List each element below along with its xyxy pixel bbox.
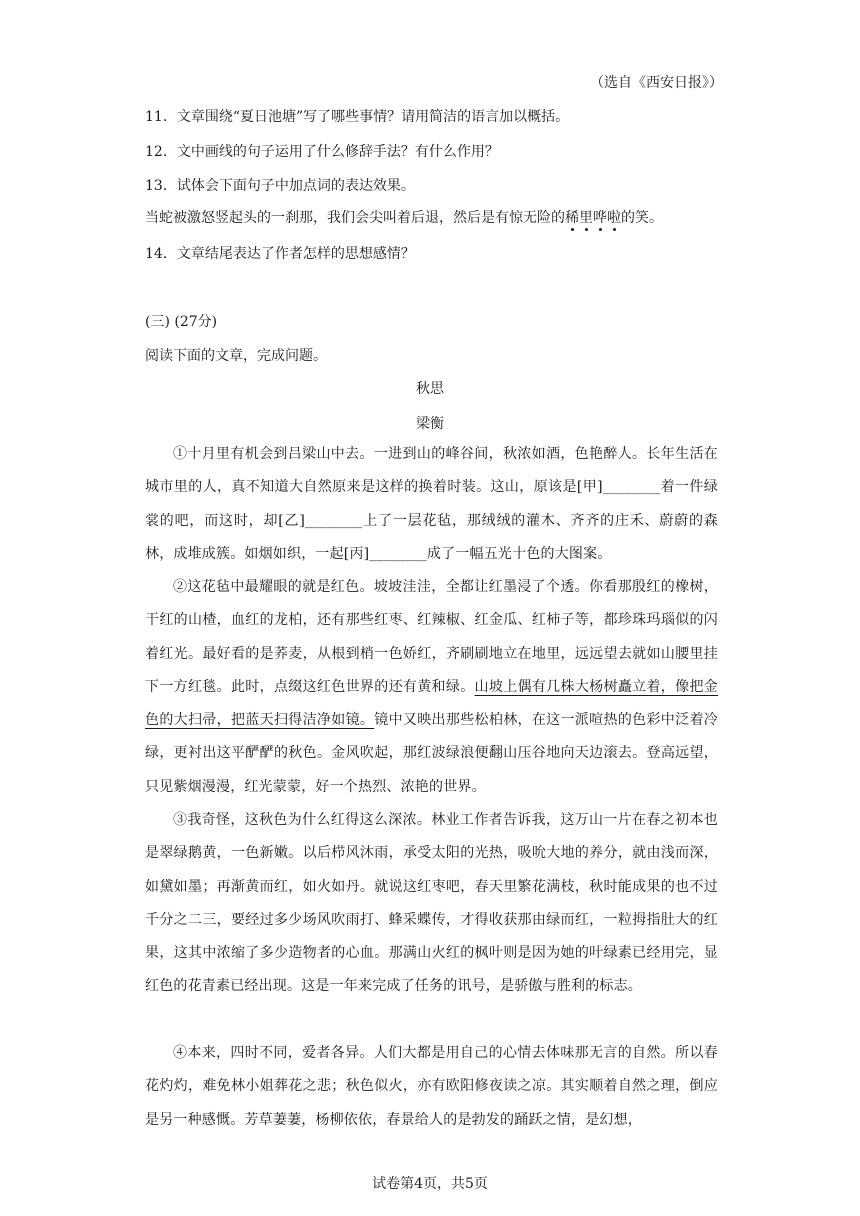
question-12: 12．文中画线的句子运用了什么修辞手法？有什么作用？: [145, 144, 499, 160]
underlined-sentence: 山坡上偶有几株大杨树矗立着，像把金色的大扫帚，把蓝天扫得洁净如镜。: [145, 678, 718, 729]
q13-sentence-after: 的笑。: [621, 210, 663, 226]
paragraph-2-text-after: 镜中又映出那些松柏林，在这一派喧热的色彩中泛着冷绿，更衬出这平酽酽的秋色。金风吹起，那红波绿浪便翻山压谷地向天边滚去。登高远望，只见紫烟漫漫，红光蒙蒙，好一个热烈、浓艳的世界。: [145, 712, 718, 795]
question-13: 13．试体会下面句子中加点词的表达效果。: [145, 178, 415, 194]
article-author: 梁衡: [416, 416, 444, 432]
dotted-char-2: 里: [579, 207, 593, 227]
question-13-sentence: [145, 207, 663, 227]
section-heading: (三) (27分): [145, 314, 218, 330]
dotted-char-3: 哗: [593, 207, 607, 227]
dotted-char-1: 稀: [565, 207, 579, 227]
section-instruction: 阅读下面的文章，完成问题。: [145, 348, 327, 364]
paragraph-3: ③我奇怪，这秋色为什么红得这么深浓。林业工作者告诉我，这万山一片在春之初本也是翠绿鹅黄，一色新嫩。以后栉风沐雨，承受太阳的光热，吸吮大地的养分，就由浅而深，如黛如墨；再渐黄而红，如火如丹。就说这红枣吧，春天里繁花满枝，秋时能成果的也不过千分之二三，要经过多少场风吹雨打、蜂采蝶传，才得收获那由绿而红，一粒拇指肚大的红果，这其中浓缩了多少造物者的心血。那满山火红的枫叶则是因为她的叶绿素已经用完，显红色的花青素已经出现。这是一年来完成了任务的讯号，是骄傲与胜利的标志。: [145, 812, 718, 995]
paragraph-1: ①十月里有机会到吕梁山中去。一进到山的峰谷间，秋浓如酒，色艳醉人。长年生活在城市里的人，真不知道大自然原来是这样的换着时装。这山，原该是[甲]________着一件绿裳的吧，而这时，却[乙]________上了一层花毡，那绒绒的灌木、齐齐的庄禾、蔚蔚的森林，成堆成簇。如烟如织，一起[丙]________成了一幅五光十色的大图案。: [145, 446, 718, 562]
paragraph-2-text-before: ②这花毡中最耀眼的就是红色。坡坡洼洼，全都让红墨浸了个透。你看那殷红的橡树，干红的山楂，血红的龙柏，还有那些红枣、红辣椒、红金瓜、红柿子等，都珍珠玛瑙似的闪着红光。最好看的是荞麦，从根到梢一色娇红，齐刷刷地立在地里，远远望去就如山腰里挂下一方红毯。此时，点缀这红色世界的还有黄和绿。: [145, 579, 718, 695]
paragraph-2: [145, 571, 718, 804]
question-14: 14．文章结尾表达了作者怎样的思想感情？: [145, 246, 415, 262]
source-note: （选自《西安日报》）: [590, 75, 723, 91]
page-footer: 试卷第4页，共5页: [372, 1176, 488, 1192]
question-11: 11．文章围绕“夏日池塘”写了哪些事情？请用简洁的语言加以概括。: [145, 109, 570, 125]
article-title: 秋思: [416, 381, 444, 397]
paragraph-4: ④本来，四时不同，爱者各异。人们大都是用自己的心情去体味那无言的自然。所以春花灼灼，难免林小姐葬花之悲；秋色似火，亦有欧阳修夜读之凉。其实顺着自然之理，倒应是另一种感慨。芳草萋萋，杨柳依依，春景给人的是勃发的踊跃之情，是幻想，: [145, 1045, 718, 1128]
dotted-char-4: 啦: [607, 207, 621, 227]
q13-sentence-before: 当蛇被激怒竖起头的一刹那，我们会尖叫着后退，然后是有惊无险的: [145, 210, 565, 226]
